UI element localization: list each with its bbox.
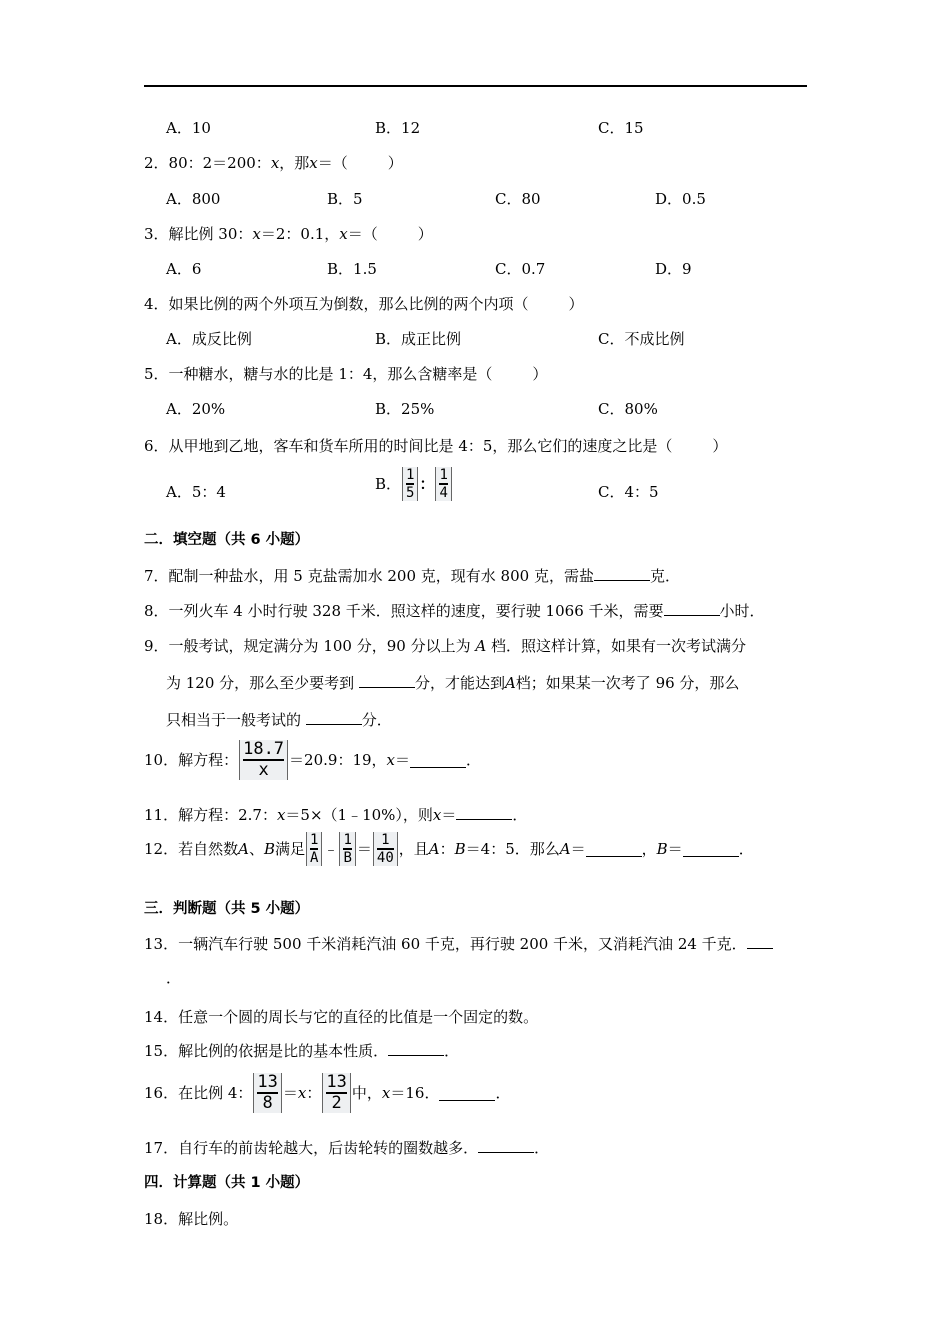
q3-option-c[interactable]: C．0.7 xyxy=(495,260,546,278)
question-2: 2．80：2＝200：x，那x＝（ ） xyxy=(144,154,403,172)
question-13: 13．一辆汽车行驶 500 千米消耗汽油 60 千克，再行驶 200 千米，又消耗汽油 24 千克． xyxy=(144,934,773,954)
question-18: 18．解比例。 xyxy=(144,1210,239,1228)
q6-option-c[interactable]: C．4：5 xyxy=(598,483,659,501)
q1-option-a[interactable]: A．10 xyxy=(166,119,211,137)
section-2-heading: 二．填空题（共 6 小题） xyxy=(144,532,310,548)
fraction-18-7-over-x: $\frac{18.7}{x}$ xyxy=(239,740,288,780)
q6-option-b[interactable]: B． $\frac{1}{5}$ ： $\frac{1}{4}$ xyxy=(375,467,453,501)
question-11: 11．解方程：2.7：x＝5×（1﹣10%），则x＝ ． xyxy=(144,806,528,824)
question-8: 8．一列火车 4 小时行驶 328 千米．照这样的速度，要行驶 1066 千米，需要 小时． xyxy=(144,602,765,620)
question-15: 15．解比例的依据是比的基本性质． ． xyxy=(144,1042,460,1060)
fraction-13-over-8: $\frac{13}{8}$ xyxy=(253,1073,281,1113)
answer-blank[interactable] xyxy=(683,842,739,857)
q2-option-d[interactable]: D．0.5 xyxy=(655,190,706,208)
answer-blank[interactable] xyxy=(359,673,415,688)
question-14: 14．任意一个圆的周长与它的直径的比值是一个固定的数。 xyxy=(144,1008,539,1026)
q6-option-a[interactable]: A．5：4 xyxy=(166,483,226,501)
answer-blank[interactable] xyxy=(439,1086,495,1101)
q5-option-a[interactable]: A．20% xyxy=(166,400,226,418)
header-rule xyxy=(144,85,807,87)
q1-option-c[interactable]: C．15 xyxy=(598,119,644,137)
question-12: 12．若自然数 A 、 B 满足 $\frac{1}{A}$ ﹣ $\frac{1}{B}$ ＝ $\frac{1}{40}$ ，且 A ： B ＝4：5．那么 A ＝ ， B ＝ ． xyxy=(144,832,754,866)
answer-blank[interactable] xyxy=(388,1041,444,1056)
answer-blank[interactable] xyxy=(306,710,362,725)
question-4: 4．如果比例的两个外项互为倒数，那么比例的两个内项（ ） xyxy=(144,295,584,313)
answer-blank[interactable] xyxy=(594,566,650,581)
question-13-end: ． xyxy=(166,969,182,987)
answer-blank[interactable] xyxy=(410,753,466,768)
fraction-one-over-b: $\frac{1}{B}$ xyxy=(339,832,355,866)
question-9-line-2: 为 120 分，那么至少要考到 分，才能达到A档；如果某一次考了 96 分，那么 xyxy=(166,674,740,692)
question-16: 16．在比例 4： $\frac{13}{8}$ ＝ x ： $\frac{13}{2}$ 中， x ＝16． ． xyxy=(144,1072,511,1113)
q1-option-b[interactable]: B．12 xyxy=(375,119,421,137)
fraction-one-fourth: $\frac{1}{4}$ xyxy=(435,467,451,501)
q4-option-b[interactable]: B．成正比例 xyxy=(375,330,462,348)
answer-blank[interactable] xyxy=(747,934,773,949)
answer-blank[interactable] xyxy=(456,805,512,820)
fraction-one-fifth: $\frac{1}{5}$ xyxy=(402,467,418,501)
answer-blank[interactable] xyxy=(664,601,720,616)
question-9-line-3: 只相当于一般考试的 分． xyxy=(166,711,392,729)
question-10: 10．解方程： $\frac{18.7}{x}$ ＝20.9：19， x ＝ ． xyxy=(144,739,482,780)
q2-option-c[interactable]: C．80 xyxy=(495,190,541,208)
question-9-line-1: 9．一般考试，规定满分为 100 分，90 分以上为 A 档．照这样计算，如果有一次考试满分 xyxy=(144,637,746,655)
q2-option-a[interactable]: A．800 xyxy=(166,190,221,208)
q4-option-c[interactable]: C．不成比例 xyxy=(598,330,685,348)
fraction-one-over-a: $\frac{1}{A}$ xyxy=(306,832,322,866)
question-5: 5．一种糖水，糖与水的比是 1：4，那么含糖率是（ ） xyxy=(144,365,548,383)
fraction-one-over-forty: $\frac{1}{40}$ xyxy=(373,832,398,866)
section-4-heading: 四．计算题（共 1 小题） xyxy=(144,1175,310,1191)
question-6: 6．从甲地到乙地，客车和货车所用的时间比是 4：5，那么它们的速度之比是（ ） xyxy=(144,437,728,455)
q3-option-a[interactable]: A．6 xyxy=(166,260,202,278)
q5-option-b[interactable]: B．25% xyxy=(375,400,435,418)
question-17: 17．自行车的前齿轮越大，后齿轮转的圈数越多． ． xyxy=(144,1139,550,1157)
q4-option-a[interactable]: A．成反比例 xyxy=(166,330,252,348)
question-7: 7．配制一种盐水，用 5 克盐需加水 200 克，现有水 800 克，需盐 克． xyxy=(144,567,680,585)
fraction-13-over-2: $\frac{13}{2}$ xyxy=(322,1073,350,1113)
q3-option-b[interactable]: B．1.5 xyxy=(327,260,377,278)
answer-blank[interactable] xyxy=(586,842,642,857)
answer-blank[interactable] xyxy=(478,1138,534,1153)
question-3: 3．解比例 30：x＝2：0.1，x＝（ ） xyxy=(144,225,433,243)
q3-option-d[interactable]: D．9 xyxy=(655,260,692,278)
section-3-heading: 三．判断题（共 5 小题） xyxy=(144,901,310,917)
q2-option-b[interactable]: B．5 xyxy=(327,190,363,208)
q5-option-c[interactable]: C．80% xyxy=(598,400,658,418)
